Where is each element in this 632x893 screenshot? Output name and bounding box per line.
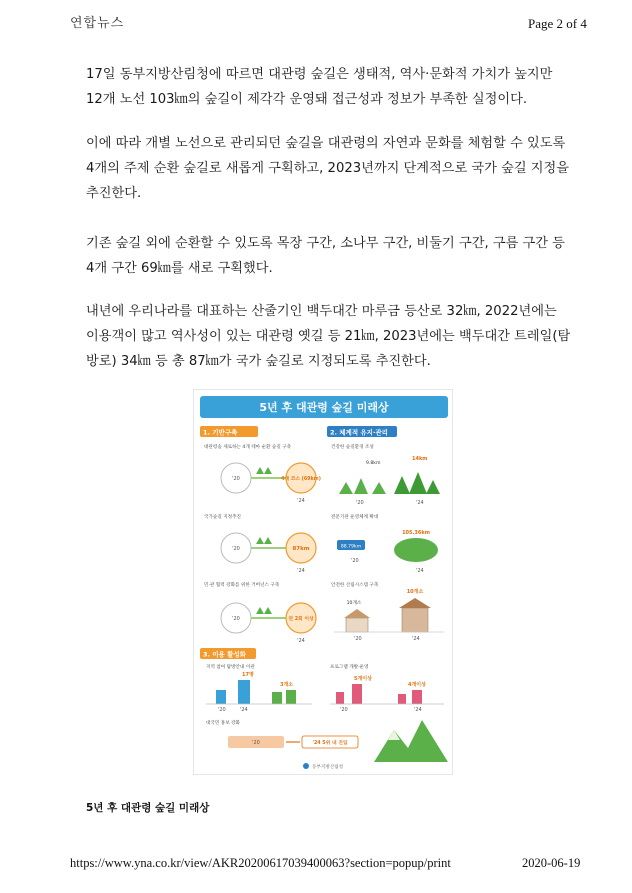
bar (238, 680, 250, 704)
year-from: '20 (232, 616, 240, 622)
year-label: '24 (414, 707, 422, 713)
target-value: 4개 코스 (69km) (281, 477, 321, 482)
image-caption: 5년 후 대관령 숲길 미래상 (86, 802, 210, 814)
tree-icon (256, 467, 272, 474)
year-to: '24 (297, 638, 305, 644)
mountain-icon (394, 472, 440, 494)
building-roof (399, 598, 431, 608)
section1-item2-label: 국가숲길 지정추진 (204, 515, 241, 520)
org-logo-text: 동부지방산림청 (312, 765, 344, 770)
year-label: '24 (412, 636, 420, 642)
mountain-icon (374, 720, 448, 762)
year-to: '24 5위 내 진입 (312, 741, 348, 746)
year-from: '20 (232, 476, 240, 482)
chart-value: 10개소 (346, 601, 362, 606)
bar (336, 692, 344, 704)
year-to: '24 (297, 568, 305, 574)
article-paragraph: 17일 동부지방산림청에 따르면 대관령 숲길은 생태적, 역사·문화적 가치가 높지만 12개 노선 103㎞의 숲길이 제각각 운영돼 접근성과 정보가 부족한 실정이다. (86, 67, 553, 107)
section1-item1-label: 대관령숲 새로하는 4개 테마 순환 숲길 구축 (204, 445, 292, 450)
section3-item3-label: 대국민 홍보 강화 (206, 721, 240, 726)
section3-heading: 3. 이용 활성화 (203, 650, 246, 659)
footer-url: https://www.yna.co.kr/view/AKR20200617039400063?section=popup/print (70, 856, 451, 870)
footer-date: 2020-06-19 (522, 856, 581, 870)
infographic-drawing (194, 390, 454, 776)
year-label: '20 (356, 500, 364, 506)
mountain-icon (339, 478, 386, 494)
bar (398, 694, 406, 704)
section3-item2-label: 프로그램 개발·운영 (330, 665, 369, 670)
chart-value: 5개이상 (354, 676, 372, 682)
tree-icon (256, 607, 272, 614)
year-from: '20 (252, 740, 260, 746)
section2-item2-label: 전문기관 운영체계 확대 (331, 515, 379, 520)
infographic-image (193, 389, 453, 775)
section2-item3-label: 안전한 산림시스템 구축 (331, 583, 379, 588)
house-roof (344, 609, 370, 618)
section1-item3-label: 민·관 협력 강화를 위한 거버넌스 구축 (204, 583, 280, 588)
article-paragraph: 기존 숲길 외에 순환할 수 있도록 목장 구간, 소나무 구간, 비둘기 구간, 구름 구간 등 4개 구간 69㎞를 새로 구획했다. (86, 236, 565, 276)
chart-value: 88.79km (340, 544, 362, 550)
chart-value: 17명 (242, 672, 254, 678)
chart-value: 9.8km (366, 461, 381, 466)
house-icon (346, 618, 368, 632)
forest-icon (394, 538, 438, 562)
bar (216, 690, 226, 704)
chart-value: 14km (412, 456, 428, 462)
section2-heading: 2. 체계적 유지·관리 (330, 428, 388, 437)
target-value: 연 2회 이상 (288, 617, 314, 622)
year-label: '20 (218, 707, 226, 713)
infographic-title: 5년 후 대관령 숲길 미래상 (259, 401, 389, 414)
year-to: '24 (297, 498, 305, 504)
bar (352, 684, 362, 704)
year-from: '20 (232, 546, 240, 552)
section1-heading: 1. 기반구축 (203, 428, 238, 437)
chart-value: 4개이상 (408, 682, 426, 688)
bar (286, 690, 296, 704)
chart-value: 3개소 (280, 682, 294, 688)
year-label: '20 (354, 636, 362, 642)
bar (272, 692, 282, 704)
chart-value: 10개소 (406, 589, 424, 595)
source-name: 연합뉴스 (70, 16, 125, 31)
year-label: '20 (351, 558, 359, 564)
target-value: 87km (292, 546, 310, 552)
mountain-peak (388, 730, 400, 740)
chart-value: 105.36km (402, 530, 430, 536)
tree-icon (256, 537, 272, 544)
logo-mark (303, 763, 309, 769)
year-label: '20 (340, 707, 348, 713)
year-label: '24 (416, 500, 424, 506)
article-paragraph: 이에 따라 개별 노선으로 관리되던 숲길을 대관령의 자연과 문화를 체험할 수 있도록 4개의 주제 순환 숲길로 새롭게 구획하고, 2023년까지 단계적으로 국가 숲길 지정을 추진한다. (86, 136, 569, 201)
year-label: '24 (240, 707, 248, 713)
section3-item1-label: 지역 참여 탐방안내 이관 (206, 665, 255, 670)
article-paragraph: 내년에 우리나라를 대표하는 산줄기인 백두대간 마루금 등산로 32㎞, 2022년에는 이용객이 많고 역사성이 있는 대관령 옛길 등 21㎞, 2023년에는 백두대간 트레일(탐방로) 34㎞ 등 총 87㎞가 국가 숲길로 지정되도록 추진한다. (86, 304, 571, 369)
page-number: Page 2 of 4 (528, 16, 587, 31)
bar (412, 690, 422, 704)
year-label: '24 (416, 568, 424, 574)
building-icon (402, 608, 428, 632)
section2-item1-label: 건강한 숲길환경 조성 (331, 445, 374, 450)
